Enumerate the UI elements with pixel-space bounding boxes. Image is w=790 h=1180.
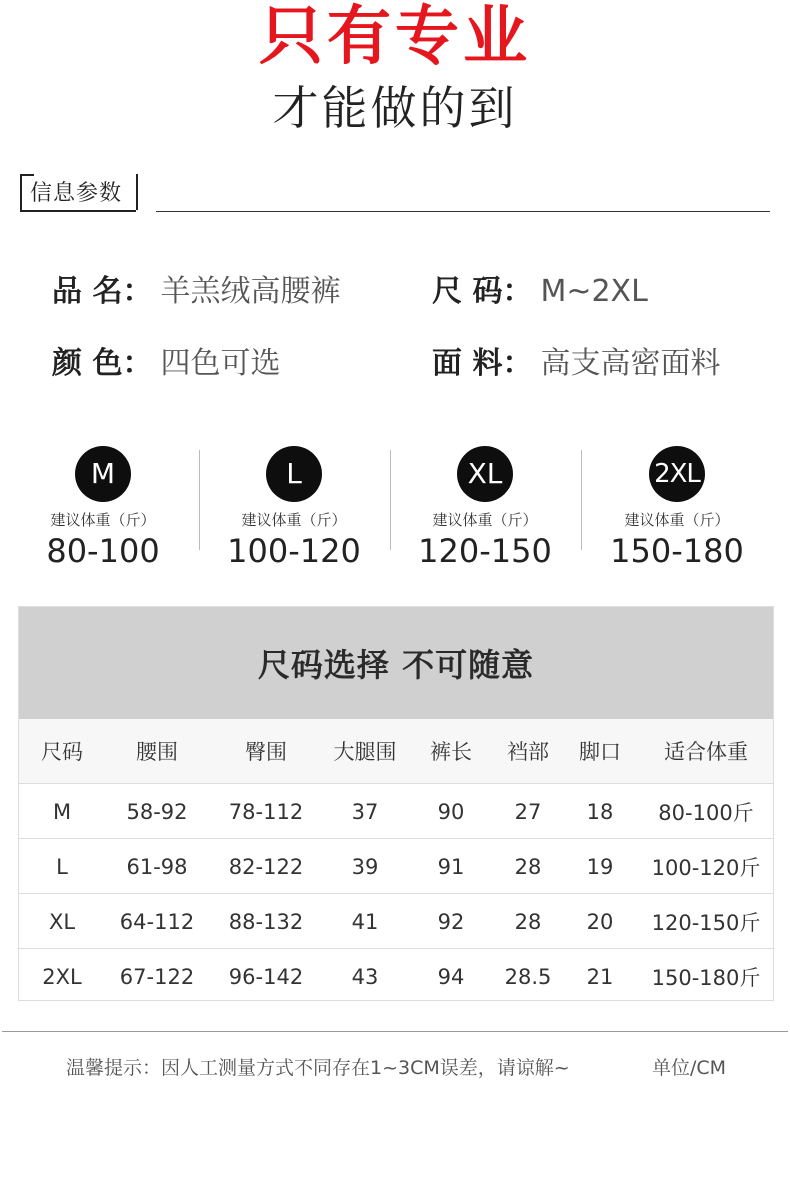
table-cell: 41 [351,909,379,934]
table-cell: 94 [437,964,465,989]
table-cell: 28.5 [504,964,552,989]
weight-range: 100-120 [227,532,361,570]
table-row [19,783,773,839]
info-size [432,272,648,312]
table-header-row [19,719,773,783]
header-cell: 适合体重 [664,740,748,764]
weight-range: 120-150 [418,532,552,570]
weight-label: 建议体重（斤） [241,511,347,529]
table-banner: 尺码选择 不可随意 [19,607,773,719]
table-cell: 58-92 [126,799,188,824]
info-value: M~2XL [540,274,648,309]
info-color [52,344,280,384]
table-cell: 80-100斤 [658,800,754,825]
table-row [19,838,773,894]
table-cell: 78-112 [228,799,304,824]
table-cell: 27 [514,799,542,824]
table-cell: 21 [586,964,614,989]
footer-divider [2,1031,788,1032]
header-cell: 大腿围 [333,740,397,764]
weight-label: 建议体重（斤） [432,511,538,529]
size-badge: M [75,446,131,502]
hero-subtitle: 才能做的到 [272,81,518,135]
table-cell: 20 [586,909,614,934]
size-badge: 2XL [649,446,705,502]
table-cell: 28 [514,854,542,879]
table-cell: XL [48,909,76,934]
size-table [18,606,774,1001]
size-card-l [199,446,389,570]
table-cell: 91 [437,854,465,879]
table-cell: 100-120斤 [651,855,761,880]
table-cell: 28 [514,909,542,934]
info-value: 四色可选 [160,346,281,381]
table-cell: 82-122 [228,854,304,879]
header-cell: 臀围 [245,740,287,764]
table-cell: 18 [586,799,614,824]
weight-range: 80-100 [46,532,160,570]
info-fabric [432,344,720,384]
size-card-2xl [582,446,772,570]
section-label: 信息参数 [30,181,123,206]
table-cell: 2XL [42,964,82,989]
table-cell: 96-142 [228,964,304,989]
size-card-xl [390,446,580,570]
table-cell: 43 [351,964,379,989]
weight-range: 150-180 [610,532,744,570]
table-cell: 61-98 [126,854,188,879]
table-cell: 39 [351,854,379,879]
header-cell: 尺码 [41,740,83,764]
weight-label: 建议体重（斤） [624,511,730,529]
size-badge: XL [457,446,513,502]
info-product-name [52,272,340,312]
info-value: 羊羔绒高腰裤 [160,274,341,309]
header-cell: 脚口 [579,740,621,764]
table-cell: 64-112 [119,909,195,934]
header-cell: 裆部 [507,740,549,764]
table-cell: 88-132 [228,909,304,934]
info-value: 高支高密面料 [540,346,721,381]
table-row [19,893,773,949]
table-row [19,948,773,1004]
header-cell: 裤长 [430,740,472,764]
table-cell: 92 [437,909,465,934]
table-cell: 150-180斤 [651,965,761,990]
section-divider [156,211,770,212]
table-cell: 37 [351,799,379,824]
size-card-m [8,446,198,570]
weight-label: 建议体重（斤） [50,511,156,529]
info-label: 品 名： [52,274,153,309]
table-cell: 19 [586,854,614,879]
info-label: 颜 色： [52,346,153,381]
table-cell: 120-150斤 [651,910,761,935]
table-cell: 90 [437,799,465,824]
unit-label: 单位/CM [652,1057,727,1079]
info-label: 面 料： [432,346,533,381]
info-label: 尺 码： [432,274,533,309]
table-cell: L [56,854,68,879]
table-cell: M [52,799,72,824]
hero-title: 只有专业 [259,0,531,74]
measurement-note: 温馨提示：因人工测量方式不同存在1~3CM误差，请谅解~ [66,1057,570,1079]
size-badge: L [266,446,322,502]
header-cell: 腰围 [136,740,178,764]
table-cell: 67-122 [119,964,195,989]
